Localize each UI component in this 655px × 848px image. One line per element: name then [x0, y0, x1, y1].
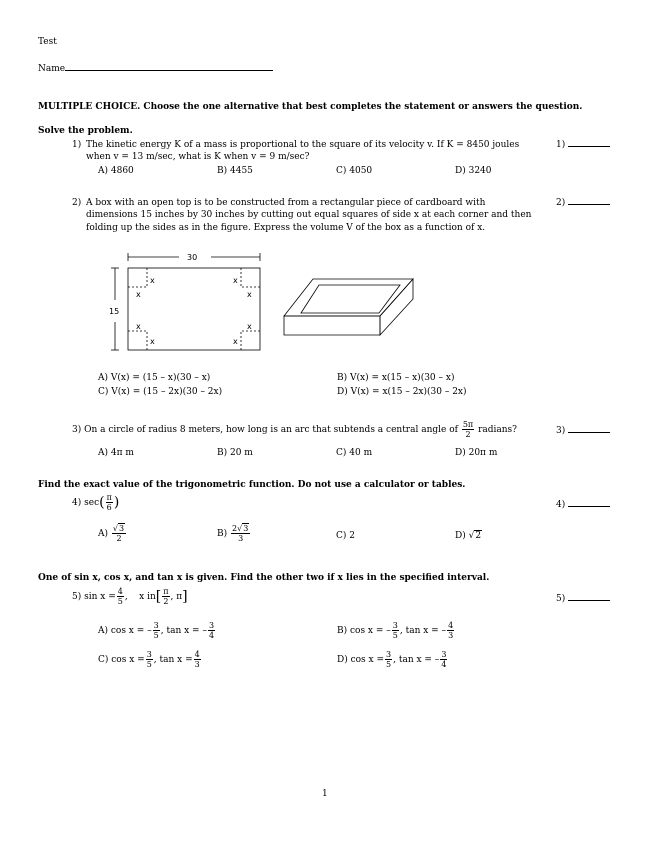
- q4-arg-fraction: $\frac{\pi}{6}$: [106, 493, 112, 512]
- q3-number: 3): [72, 425, 82, 435]
- q1-number: 1): [72, 140, 82, 150]
- instructions: MULTIPLE CHOICE. Choose the one alternative that best completes the statement or answers the question.: [38, 102, 583, 112]
- q4-choice-b[interactable]: B) $\frac{2√3}{3}$: [217, 524, 249, 543]
- name-label: Name: [38, 64, 66, 74]
- q4-answer-label: 4): [556, 500, 566, 510]
- q3-answer-blank[interactable]: [568, 432, 610, 433]
- q1-choice-b[interactable]: B) 4455: [217, 166, 253, 176]
- fig-x-2: x: [136, 290, 141, 299]
- page-number: 1: [322, 789, 328, 799]
- fig-x-4: x: [247, 290, 252, 299]
- fig-x-8: x: [233, 337, 238, 346]
- q2-answer-label: 2): [556, 198, 566, 208]
- q4-choice-d[interactable]: D) √2: [455, 531, 482, 541]
- name-blank[interactable]: [65, 70, 273, 71]
- q4-func: sec: [84, 498, 100, 508]
- section-trig-exact: Find the exact value of the trigonometric function. Do not use a calculator or tables.: [38, 480, 466, 490]
- q5-choice-c[interactable]: C) cos x = $\frac{3}{5}$ , tan x = $\frac{4}{3}$: [98, 650, 200, 669]
- q1-line1: The kinetic energy K of a mass is proportional to the square of its velocity v. If K = 8450 joules: [86, 140, 520, 150]
- q3-answer-label: 3): [556, 426, 566, 436]
- q5-answer[interactable]: [556, 594, 610, 604]
- fig-x-3: x: [233, 276, 238, 285]
- fig-x-6: x: [150, 337, 155, 346]
- q2-choice-c[interactable]: C) V(x) = (15 – 2x)(30 – 2x): [98, 387, 223, 397]
- q1-line2: when v = 13 m/sec, what is K when v = 9 m/sec?: [86, 152, 310, 162]
- q3-question: [72, 420, 517, 439]
- q3-text-before: On a circle of radius 8 meters, how long is an arc that subtends a central angle of: [84, 425, 458, 435]
- q1-choice-c[interactable]: C) 4050: [336, 166, 373, 176]
- q2-choice-a[interactable]: A) V(x) = (15 – x)(30 – x): [98, 373, 211, 383]
- q3-answer[interactable]: [556, 426, 610, 436]
- q3-choice-c[interactable]: C) 40 m: [336, 448, 373, 458]
- q3-choice-b[interactable]: B) 20 m: [217, 448, 253, 458]
- q5-answer-blank[interactable]: [568, 600, 610, 601]
- fig-width-label: 30: [187, 253, 198, 262]
- box-figure: [100, 244, 430, 356]
- q5-number: 5): [72, 592, 82, 602]
- q4-choice-c[interactable]: C) 2: [336, 531, 355, 541]
- q2-line3: folding up the sides as in the figure. Express the volume V of the box as a function of x.: [86, 223, 486, 233]
- q2-choice-b[interactable]: B) V(x) = x(15 – x)(30 – x): [337, 373, 455, 383]
- q3-text-after: radians?: [478, 425, 517, 435]
- q5-choice-b[interactable]: B) cos x = – $\frac{3}{5}$ , tan x = – $\frac{4}{3}$: [337, 621, 454, 640]
- q2-answer[interactable]: [556, 198, 610, 208]
- q4-answer[interactable]: [556, 500, 610, 510]
- fig-x-7: x: [247, 322, 252, 331]
- test-label: Test: [38, 37, 57, 47]
- q2-line2: dimensions 15 inches by 30 inches by cutting out equal squares of side x at each corner and then: [86, 210, 532, 220]
- q5-question: 5) sin x = $\frac{4}{5}$ , x in[ $\frac{\pi}{2}$ , π]: [72, 587, 188, 606]
- q1-answer-label: 1): [556, 140, 566, 150]
- q4-choice-a[interactable]: A) $\frac{√3}{2}$: [98, 524, 125, 543]
- q5-answer-label: 5): [556, 594, 566, 604]
- q1-answer[interactable]: [556, 140, 610, 150]
- fig-height-label: 15: [109, 307, 120, 316]
- section-sin-cos-tan: One of sin x, cos x, and tan x is given. Find the other two if x lies in the specified interval.: [38, 573, 490, 583]
- q4-question: 4) sec( $\frac{\pi}{6}$ ): [72, 493, 120, 512]
- q1-answer-blank[interactable]: [568, 146, 610, 147]
- q2-number: 2): [72, 198, 82, 208]
- q1-choice-a[interactable]: A) 4860: [98, 166, 134, 176]
- q1-choice-d[interactable]: D) 3240: [455, 166, 492, 176]
- q3-choice-a[interactable]: A) 4π m: [98, 448, 134, 458]
- q3-choice-d[interactable]: D) 20π m: [455, 448, 498, 458]
- q3-angle-fraction: $\frac{5\pi}{2}$: [462, 420, 474, 439]
- fig-x-1: x: [150, 276, 155, 285]
- name-field[interactable]: [38, 64, 273, 74]
- q2-line1: A box with an open top is to be constructed from a rectangular piece of cardboard with: [86, 198, 486, 208]
- q4-number: 4): [72, 498, 82, 508]
- q4-answer-blank[interactable]: [568, 506, 610, 507]
- q2-answer-blank[interactable]: [568, 204, 610, 205]
- q2-choice-d[interactable]: D) V(x) = x(15 – 2x)(30 – 2x): [337, 387, 467, 397]
- fig-x-5: x: [136, 322, 141, 331]
- q5-choice-d[interactable]: D) cos x = $\frac{3}{5}$ , tan x = – $\frac{3}{4}$: [337, 650, 447, 669]
- q5-choice-a[interactable]: A) cos x = – $\frac{3}{5}$ , tan x = – $\frac{3}{4}$: [98, 621, 215, 640]
- section-solve: Solve the problem.: [38, 126, 133, 136]
